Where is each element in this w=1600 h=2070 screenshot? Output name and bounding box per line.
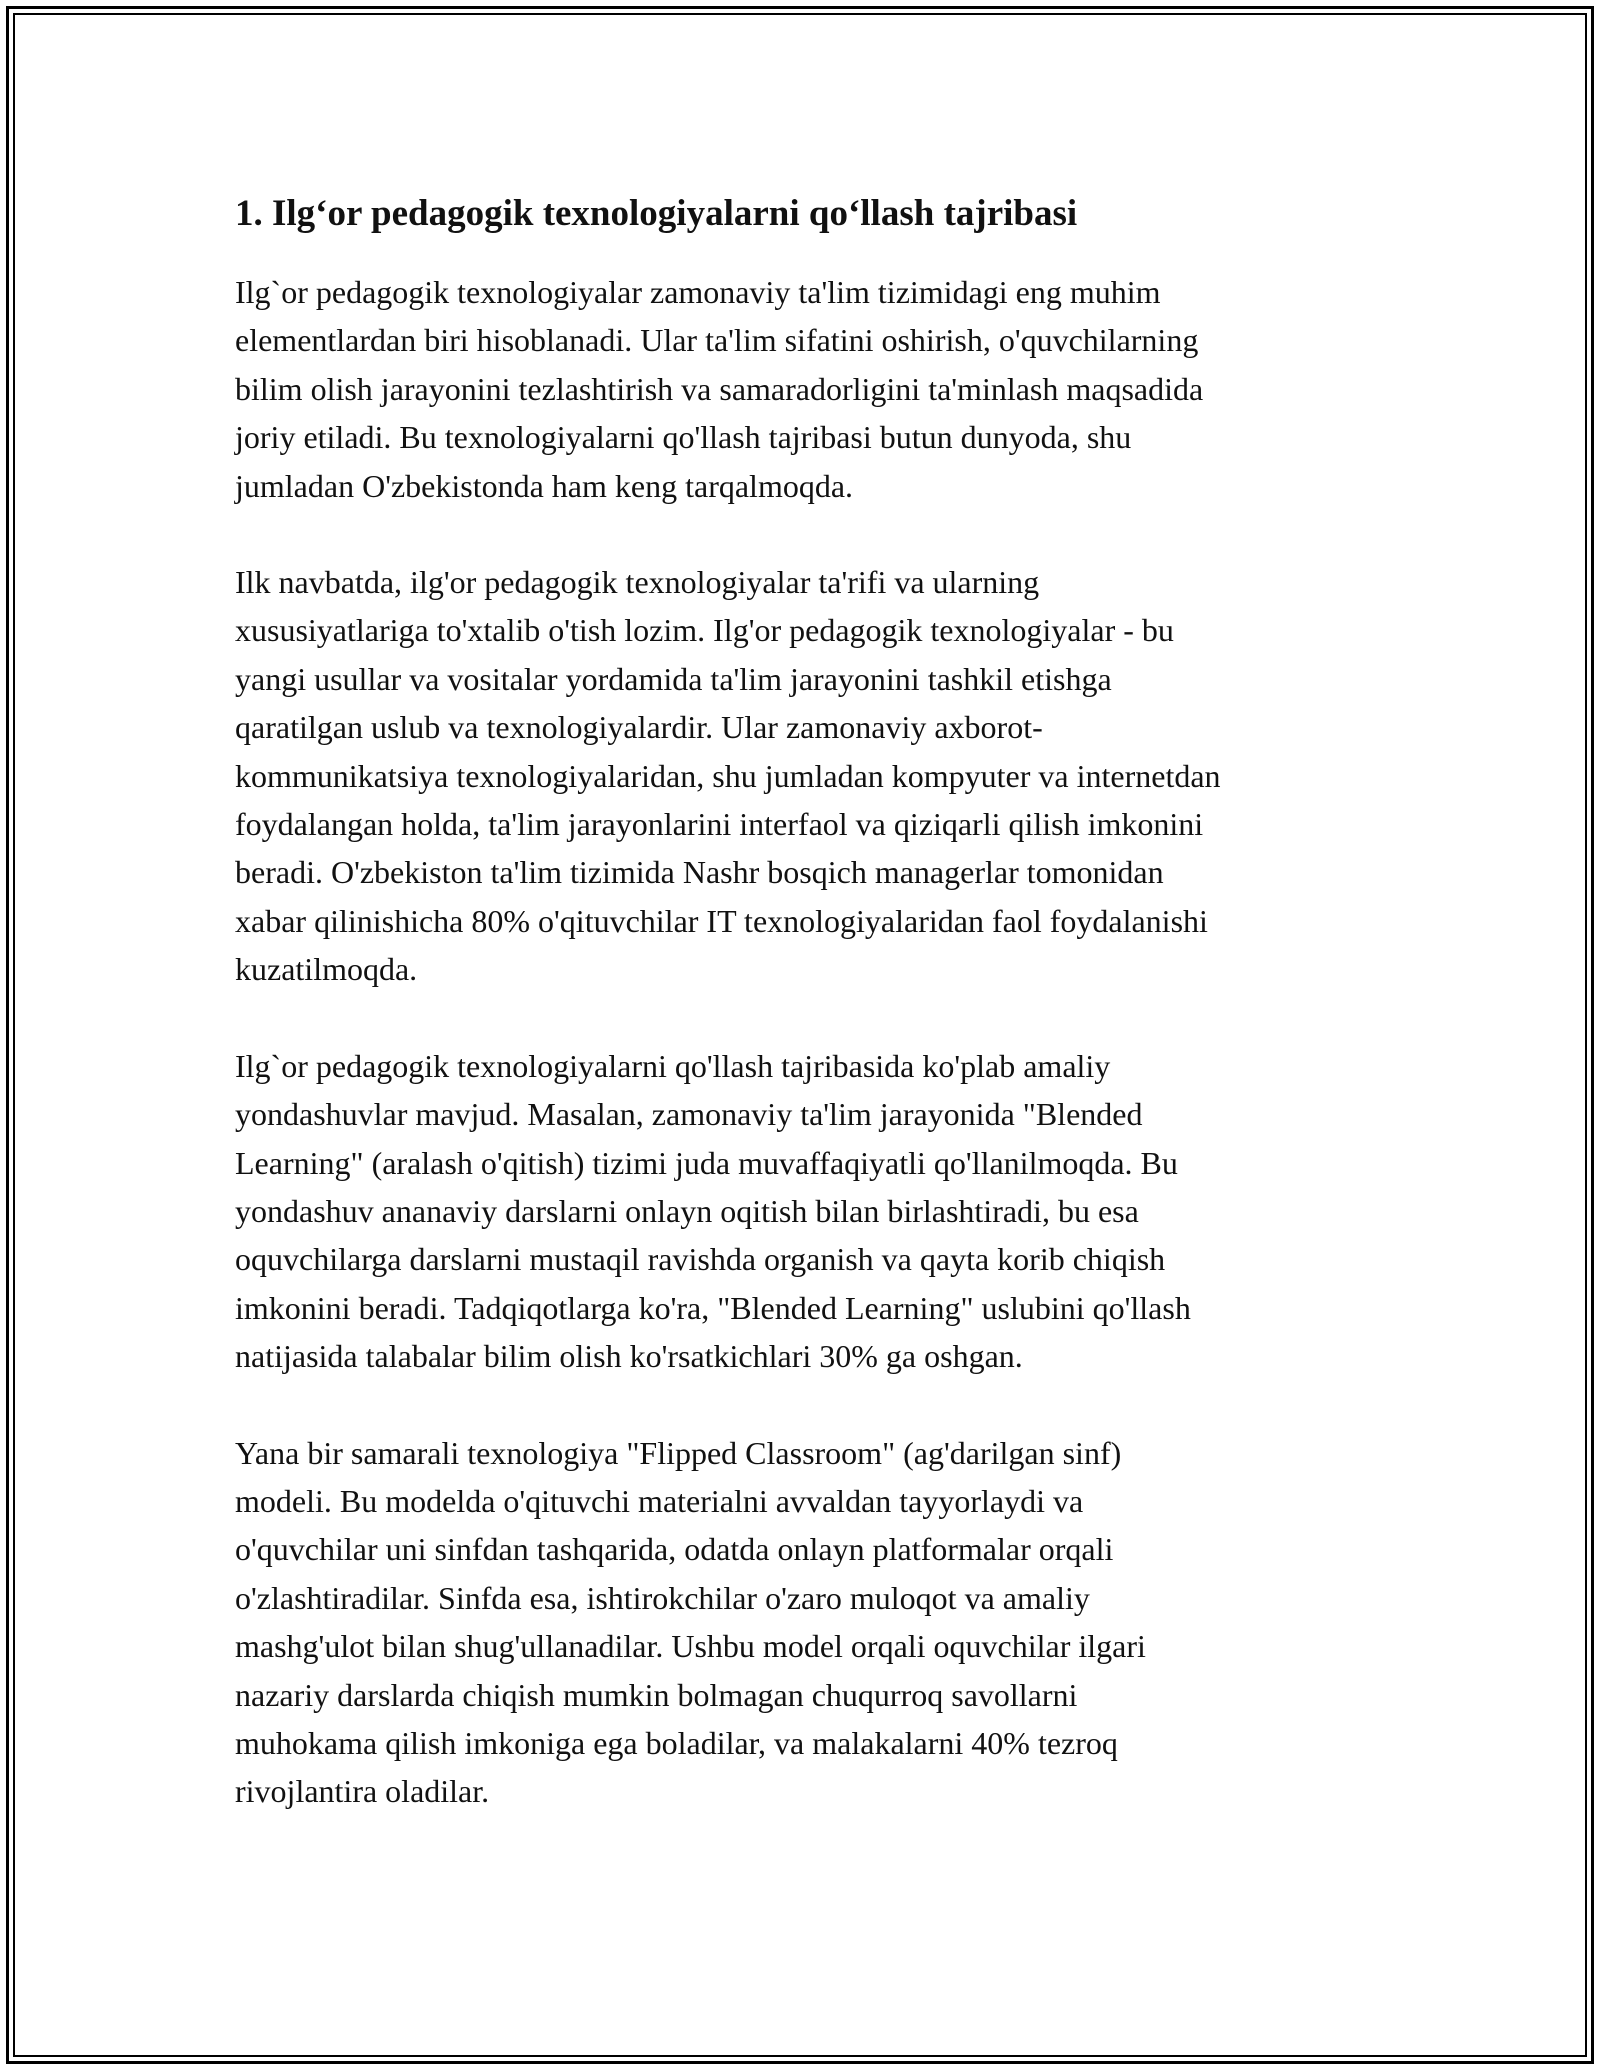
text-line: mashg'ulot bilan shug'ullanadilar. Ushbu model orqali oquvchilar ilgari	[235, 1628, 1146, 1665]
text-line: bilim olish jarayonini tezlashtirish va samaradorligini ta'minlash maqsadida	[235, 370, 1204, 407]
text-line: rivojlantira oladilar.	[235, 1773, 490, 1810]
text-line: yondashuvlar mavjud. Masalan, zamonaviy ta'lim jarayonida "Blended	[235, 1096, 1143, 1133]
paragraph-1	[235, 268, 1375, 510]
text-line: natijasida talabalar bilim olish ko'rsatkichlari 30% ga oshgan.	[235, 1338, 1023, 1375]
text-line: xususiyatlariga to'xtalib o'tish lozim. Ilg'or pedagogik texnologiyalar - bu	[235, 612, 1174, 649]
text-line: yondashuv ananaviy darslarni onlayn oqitish bilan birlashtiradi, bu esa	[235, 1192, 1139, 1229]
text-line: Learning" (aralash o'qitish) tizimi juda muvaffaqiyatli qo'llanilmoqda. Bu	[235, 1144, 1178, 1181]
text-line: xabar qilinishicha 80% o'qituvchilar IT texnologiyalaridan faol foydalanishi	[235, 902, 1208, 939]
paragraph-2	[235, 558, 1375, 994]
section-title: 1. Ilg‘or pedagogik texnologiyalarni qo‘llash tajribasi	[235, 193, 1078, 234]
text-line: beradi. O'zbekiston ta'lim tizimida Nashr bosqich managerlar tomonidan	[235, 854, 1164, 891]
text-line: kuzatilmoqda.	[235, 951, 418, 988]
text-line: foydalangan holda, ta'lim jarayonlarini interfaol va qiziqarli qilish imkonini	[235, 806, 1204, 843]
document-body	[235, 180, 1375, 1864]
text-line: o'quvchilar uni sinfdan tashqarida, odatda onlayn platformalar orqali	[235, 1531, 1114, 1568]
text-line: kommunikatsiya texnologiyalaridan, shu jumladan kompyuter va internetdan	[235, 757, 1221, 794]
text-line: Ilk navbatda, ilg'or pedagogik texnologiyalar ta'rifi va ularning	[235, 564, 1040, 601]
text-line: Yana bir samarali texnologiya "Flipped Classroom" (ag'darilgan sinf)	[235, 1434, 1122, 1471]
paragraph-3	[235, 1042, 1375, 1381]
text-line: elementlardan biri hisoblanadi. Ular ta'lim sifatini oshirish, o'quvchilarning	[235, 322, 1199, 359]
text-line: Ilg`or pedagogik texnologiyalarni qo'llash tajribasida ko'plab amaliy	[235, 1047, 1111, 1084]
paragraph-4	[235, 1429, 1375, 1816]
text-line: muhokama qilish imkoniga ega boladilar, va malakalarni 40% tezroq	[235, 1724, 1118, 1761]
text-line: o'zlashtiradilar. Sinfda esa, ishtirokchilar o'zaro muloqot va amaliy	[235, 1579, 1090, 1616]
text-line: jumladan O'zbekistonda ham keng tarqalmoqda.	[235, 467, 854, 504]
text-line: joriy etiladi. Bu texnologiyalarni qo'llash tajribasi butun dunyoda, shu	[235, 419, 1132, 456]
text-line: oquvchilarga darslarni mustaqil ravishda organish va qayta korib chiqish	[235, 1241, 1166, 1278]
text-line: qaratilgan uslub va texnologiyalardir. Ular zamonaviy axborot-	[235, 709, 1043, 746]
text-line: yangi usullar va vositalar yordamida ta'lim jarayonini tashkil etishga	[235, 660, 1112, 697]
text-line: nazariy darslarda chiqish mumkin bolmagan chuqurroq savollarni	[235, 1676, 1078, 1713]
text-line: modeli. Bu modelda o'qituvchi materialni avvaldan tayyorlaydi va	[235, 1482, 1084, 1519]
text-line: imkonini beradi. Tadqiqotlarga ko'ra, "Blended Learning" uslubini qo'llash	[235, 1289, 1191, 1326]
text-line: Ilg`or pedagogik texnologiyalar zamonaviy ta'lim tizimidagi eng muhim	[235, 274, 1161, 310]
